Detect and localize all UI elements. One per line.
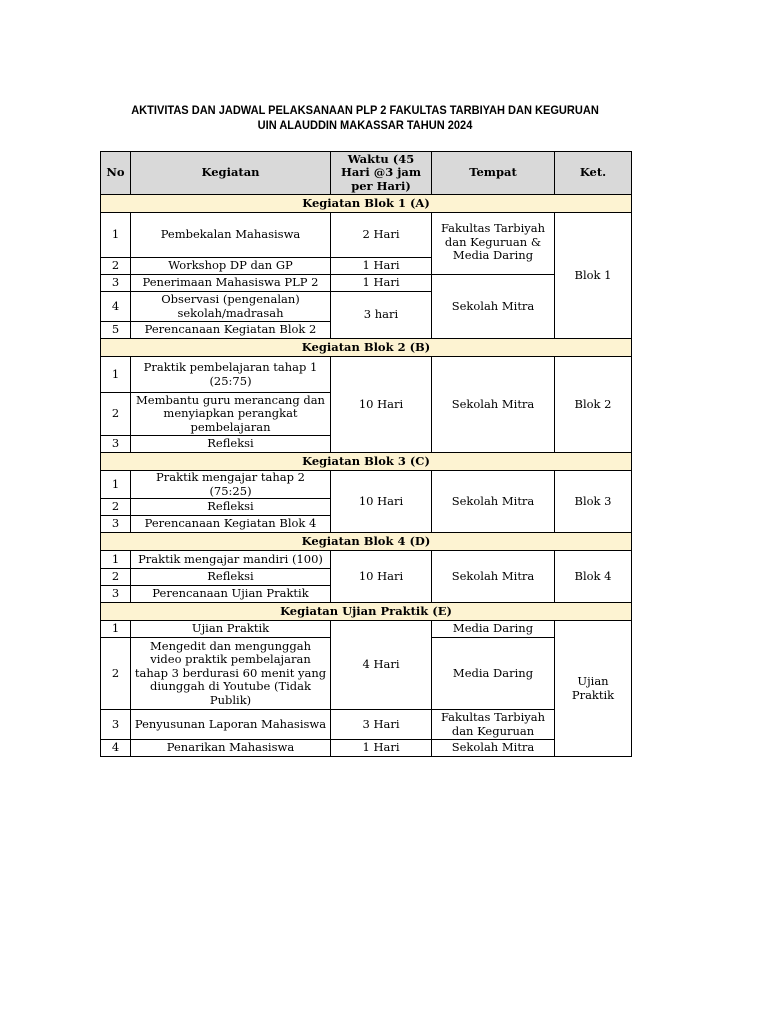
row-tempat: Fakultas Tarbiyah dan Keguruan [432, 710, 555, 740]
row-no: 2 [101, 499, 131, 516]
schedule-table [100, 151, 632, 757]
table-row [101, 275, 632, 292]
row-kegiatan: Workshop DP dan GP [131, 258, 331, 275]
title-line-2: UIN ALAUDDIN MAKASSAR TAHUN 2024 [257, 118, 473, 132]
section-title: Kegiatan Blok 3 (C) [101, 453, 632, 471]
row-no: 3 [101, 516, 131, 533]
row-no: 2 [101, 258, 131, 275]
table-row [101, 213, 632, 258]
header-tempat: Tempat [432, 152, 555, 195]
table-row [101, 621, 632, 638]
row-kegiatan: Refleksi [131, 436, 331, 453]
row-kegiatan: Perencanaan Kegiatan Blok 4 [131, 516, 331, 533]
table-row [101, 710, 632, 740]
row-no: 1 [101, 471, 131, 499]
row-tempat: Sekolah Mitra [432, 471, 555, 533]
row-waktu: 3 hari [331, 292, 432, 339]
row-no: 3 [101, 436, 131, 453]
row-no: 2 [101, 569, 131, 586]
section-header-blok-1 [101, 195, 632, 213]
header-waktu: Waktu (45 Hari @3 jam per Hari) [331, 152, 432, 195]
row-tempat: Media Daring [432, 638, 555, 710]
row-waktu: 10 Hari [331, 551, 432, 603]
row-kegiatan: Mengedit dan mengunggah video praktik pembelajaran tahap 3 berdurasi 60 menit yang diunggah di Youtube (Tidak Publik) [131, 638, 331, 710]
row-no: 5 [101, 322, 131, 339]
row-ket: Blok 4 [555, 551, 632, 603]
row-no: 3 [101, 586, 131, 603]
row-tempat: Sekolah Mitra [432, 551, 555, 603]
row-no: 2 [101, 393, 131, 436]
row-no: 3 [101, 275, 131, 292]
row-kegiatan: Penyusunan Laporan Mahasiswa [131, 710, 331, 740]
row-kegiatan: Ujian Praktik [131, 621, 331, 638]
row-tempat: Media Daring [432, 621, 555, 638]
row-no: 1 [101, 213, 131, 258]
row-no: 1 [101, 357, 131, 393]
row-kegiatan: Praktik pembelajaran tahap 1 (25:75) [131, 357, 331, 393]
row-kegiatan: Penarikan Mahasiswa [131, 740, 331, 757]
row-no: 2 [101, 638, 131, 710]
row-waktu: 10 Hari [331, 357, 432, 453]
document-title [121, 103, 609, 133]
header-kegiatan: Kegiatan [131, 152, 331, 195]
table-row [101, 740, 632, 757]
row-ket: Blok 3 [555, 471, 632, 533]
row-no: 4 [101, 740, 131, 757]
row-no: 4 [101, 292, 131, 322]
row-waktu: 1 Hari [331, 275, 432, 292]
header-ket: Ket. [555, 152, 632, 195]
row-waktu: 4 Hari [331, 621, 432, 710]
row-no: 1 [101, 551, 131, 569]
section-title: Kegiatan Blok 4 (D) [101, 533, 632, 551]
title-line-1: AKTIVITAS DAN JADWAL PELAKSANAAN PLP 2 FAKULTAS TARBIYAH DAN KEGURUAN [131, 103, 599, 117]
table-row [101, 357, 632, 393]
section-title: Kegiatan Blok 1 (A) [101, 195, 632, 213]
row-waktu: 10 Hari [331, 471, 432, 533]
row-kegiatan: Observasi (pengenalan) sekolah/madrasah [131, 292, 331, 322]
row-tempat: Sekolah Mitra [432, 740, 555, 757]
row-ket: Blok 1 [555, 213, 632, 339]
row-waktu: 3 Hari [331, 710, 432, 740]
row-kegiatan: Perencanaan Kegiatan Blok 2 [131, 322, 331, 339]
row-no: 1 [101, 621, 131, 638]
section-header-blok-2 [101, 339, 632, 357]
row-tempat: Fakultas Tarbiyah dan Keguruan & Media Daring [432, 213, 555, 275]
table-row [101, 551, 632, 569]
row-no: 3 [101, 710, 131, 740]
row-ket: Ujian Praktik [555, 621, 632, 757]
row-kegiatan: Membantu guru merancang dan menyiapkan perangkat pembelajaran [131, 393, 331, 436]
row-kegiatan: Perencanaan Ujian Praktik [131, 586, 331, 603]
row-kegiatan: Pembekalan Mahasiswa [131, 213, 331, 258]
row-tempat: Sekolah Mitra [432, 275, 555, 339]
row-kegiatan: Penerimaan Mahasiswa PLP 2 [131, 275, 331, 292]
row-waktu: 1 Hari [331, 258, 432, 275]
section-header-blok-3 [101, 453, 632, 471]
row-kegiatan: Praktik mengajar tahap 2 (75:25) [131, 471, 331, 499]
section-title: Kegiatan Ujian Praktik (E) [101, 603, 632, 621]
section-title: Kegiatan Blok 2 (B) [101, 339, 632, 357]
row-kegiatan: Praktik mengajar mandiri (100) [131, 551, 331, 569]
row-waktu: 1 Hari [331, 740, 432, 757]
row-waktu: 2 Hari [331, 213, 432, 258]
header-row [101, 152, 632, 195]
header-no: No [101, 152, 131, 195]
row-ket: Blok 2 [555, 357, 632, 453]
row-kegiatan: Refleksi [131, 499, 331, 516]
section-header-blok-4 [101, 533, 632, 551]
row-kegiatan: Refleksi [131, 569, 331, 586]
row-tempat: Sekolah Mitra [432, 357, 555, 453]
table-row [101, 471, 632, 499]
section-header-ujian-praktik [101, 603, 632, 621]
